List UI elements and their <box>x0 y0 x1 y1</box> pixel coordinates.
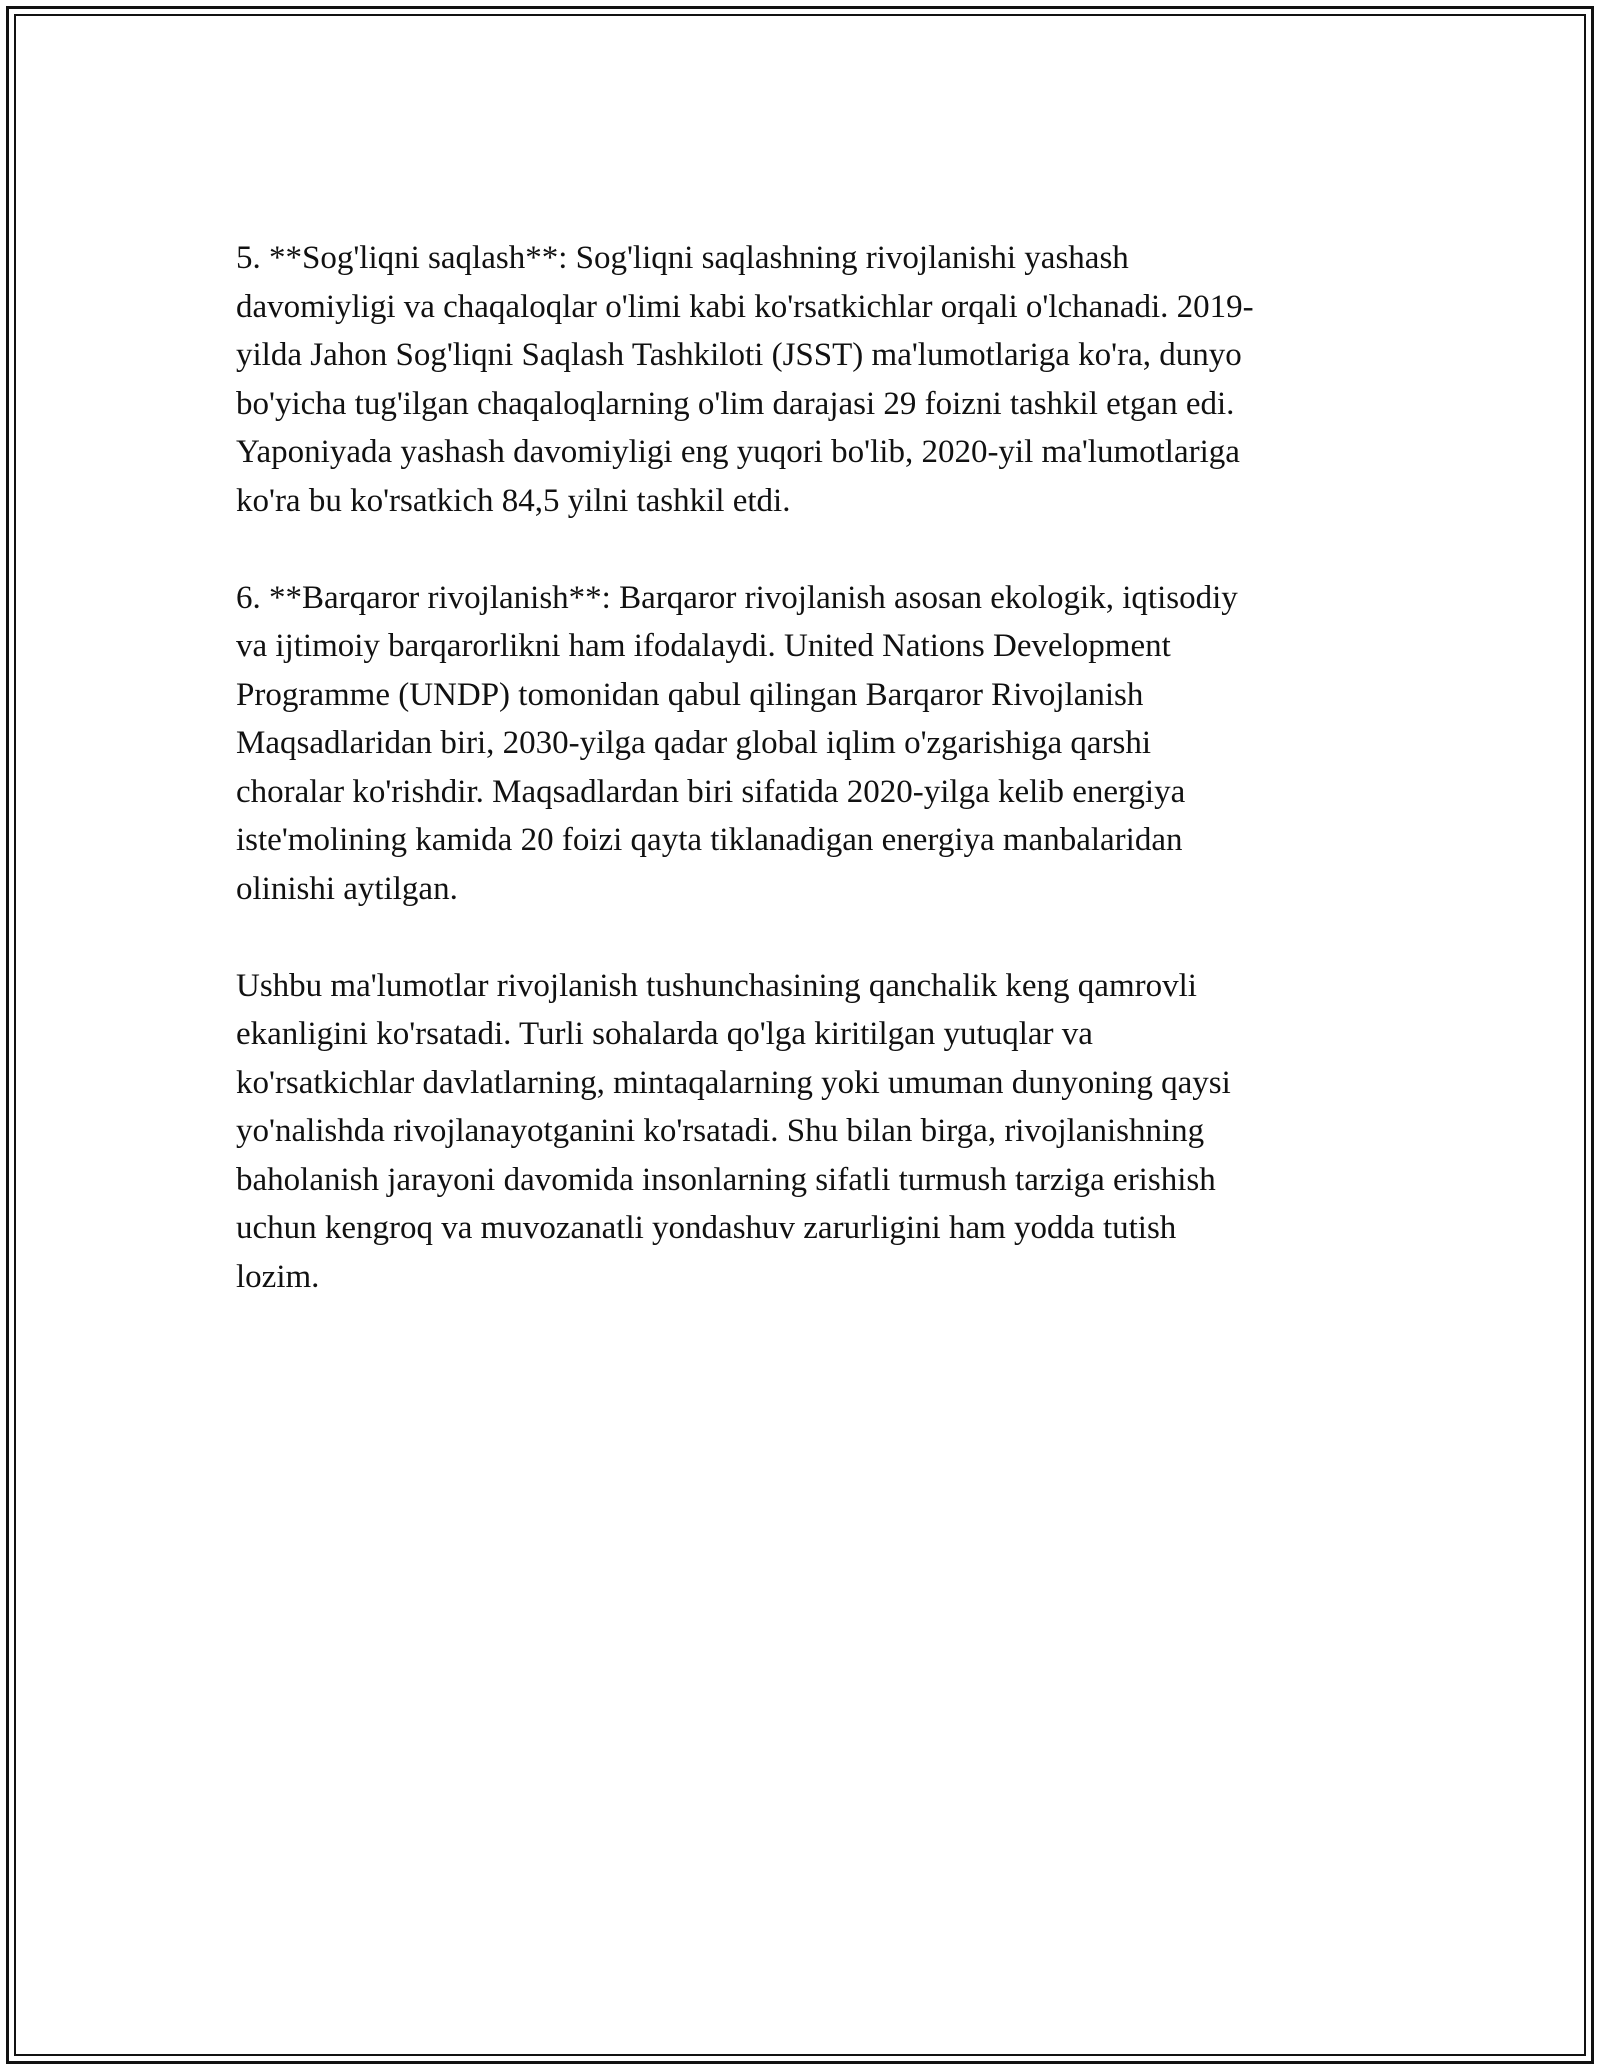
paragraph-conclusion <box>236 962 1376 1302</box>
text-line: 6. **Barqaror rivojlanish**: Barqaror rivojlanish asosan ekologik, iqtisodiy <box>236 579 1238 616</box>
text-line: iste'molining kamida 20 foizi qayta tiklanadigan energiya manbalaridan <box>236 822 1183 858</box>
text-line: Ushbu ma'lumotlar rivojlanish tushunchasining qanchalik keng qamrovli <box>236 967 1197 1004</box>
text-line: uchun kengroq va muvozanatli yondashuv zarurligini ham yodda tutish <box>236 1210 1177 1246</box>
paragraph-sustainable-development <box>236 574 1376 914</box>
text-line: baholanish jarayoni davomida insonlarning sifatli turmush tarziga erishish <box>236 1161 1216 1198</box>
text-line: yilda Jahon Sog'liqni Saqlash Tashkiloti (JSST) ma'lumotlariga ko'ra, dunyo <box>236 337 1242 373</box>
document-body <box>236 234 1376 1350</box>
text-line: Maqsadlaridan biri, 2030-yilga qadar global iqlim o'zgarishiga qarshi <box>236 725 1152 761</box>
text-line: Programme (UNDP) tomonidan qabul qilingan Barqaror Rivojlanish <box>236 676 1144 713</box>
text-line: Yaponiyada yashash davomiyligi eng yuqori bo'lib, 2020-yil ma'lumotlariga <box>236 434 1240 470</box>
text-line: olinishi aytilgan. <box>236 870 458 907</box>
text-line: bo'yicha tug'ilgan chaqaloqlarning o'lim darajasi 29 foizni tashkil etgan edi. <box>236 385 1235 422</box>
text-line: va ijtimoiy barqarorlikni ham ifodalaydi. United Nations Development <box>236 628 1171 664</box>
text-line: choralar ko'rishdir. Maqsadlardan biri sifatida 2020-yilga kelib energiya <box>236 773 1186 810</box>
text-line: lozim. <box>236 1258 320 1295</box>
text-line: ko'ra bu ko'rsatkich 84,5 yilni tashkil etdi. <box>236 482 791 519</box>
paragraph-health <box>236 234 1376 525</box>
text-line: 5. **Sog'liqni saqlash**: Sog'liqni saqlashning rivojlanishi yashash <box>236 240 1129 276</box>
text-line: ko'rsatkichlar davlatlarning, mintaqalarning yoki umuman dunyoning qaysi <box>236 1064 1231 1101</box>
text-line: davomiyligi va chaqaloqlar o'limi kabi ko'rsatkichlar orqali o'lchanadi. 2019- <box>236 288 1254 325</box>
text-line: ekanligini ko'rsatadi. Turli sohalarda qo'lga kiritilgan yutuqlar va <box>236 1016 1093 1052</box>
text-line: yo'nalishda rivojlanayotganini ko'rsatadi. Shu bilan birga, rivojlanishning <box>236 1113 1205 1149</box>
